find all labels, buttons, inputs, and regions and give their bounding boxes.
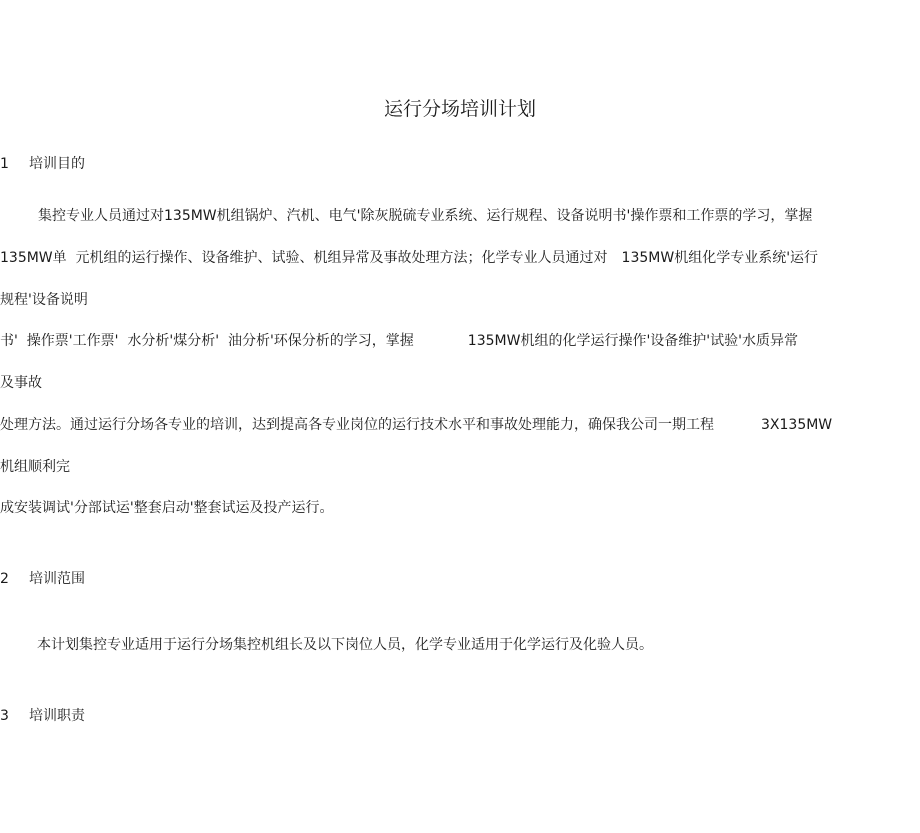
section-3-heading — [0, 707, 85, 725]
section-1-line-2 — [0, 249, 818, 267]
section-2-number: 2 — [0, 571, 9, 587]
section-1-number: 1 — [0, 156, 9, 172]
section-2-heading — [0, 570, 85, 588]
section-3-number: 3 — [0, 708, 9, 724]
section-1-line-6-cont: 3X135MW — [761, 417, 833, 433]
section-1-line-4-cont: 135MW机组的化学运行操作'设备维护'试验'水质异常 — [467, 333, 798, 349]
section-1-title: 培训目的 — [29, 156, 85, 172]
section-1-line-7: 机组顺利完 — [0, 459, 70, 475]
section-1-line-3: 规程'设备说明 — [0, 292, 88, 308]
section-1-line-4 — [0, 332, 798, 350]
section-3-title: 培训职责 — [29, 708, 85, 724]
section-2-line-1: 本计划集控专业适用于运行分场集控机组长及以下岗位人员，化学专业适用于化学运行及化验人员。 — [37, 637, 653, 653]
section-2-title: 培训范围 — [29, 571, 85, 587]
section-1-line-5: 及事故 — [0, 375, 42, 391]
section-1-heading — [0, 155, 85, 173]
section-1-line-8: 成安装调试'分部试运'整套启动'整套试运及投产运行。 — [0, 500, 334, 516]
section-1-line-1: 集控专业人员通过对135MW机组锅炉、汽机、电气'除灰脱硫专业系统、运行规程、设备说明书'操作票和工作票的学习，掌握 — [38, 208, 813, 224]
section-1-line-6 — [0, 416, 832, 434]
section-1-line-6-text: 处理方法。通过运行分场各专业的培训，达到提高各专业岗位的运行技术水平和事故处理能力，确保我公司一期工程 — [0, 417, 714, 433]
section-1-line-4-text: 书' 操作票'工作票' 水分析'煤分析' 油分析'环保分析的学习，掌握 — [0, 333, 414, 349]
document-title: 运行分场培训计划 — [383, 98, 536, 120]
section-1-line-2-cont: 135MW机组化学专业系统'运行 — [621, 250, 819, 266]
section-1-line-2-text: 135MW单 元机组的运行操作、设备维护、试验、机组异常及事故处理方法；化学专业人员通过对 — [0, 250, 608, 266]
